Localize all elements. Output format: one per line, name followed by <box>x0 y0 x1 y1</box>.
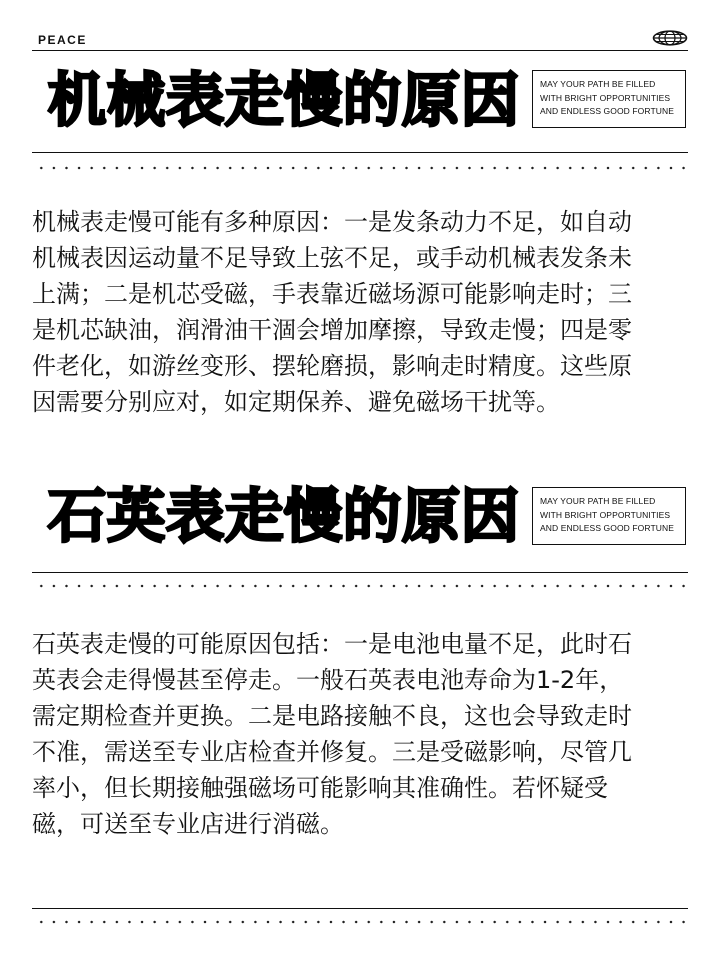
section-divider <box>32 152 688 153</box>
body-line: 因需要分别应对，如定期保养、避免磁场干扰等。 <box>32 388 560 416</box>
tagline-line: AND ENDLESS GOOD FORTUNE <box>540 523 675 533</box>
dotted-divider <box>32 920 688 924</box>
body-line: 率小，但长期接触强磁场可能影响其准确性。若怀疑受 <box>32 774 608 802</box>
section-divider <box>32 572 688 573</box>
tagline-line: WITH BRIGHT OPPORTUNITIES <box>540 509 671 520</box>
tagline-line: MAY YOUR PATH BE FILLED <box>540 79 656 89</box>
footer-rule <box>32 908 688 909</box>
body-line: 磁，可送至专业店进行消磁。 <box>32 810 344 838</box>
dotted-divider <box>32 584 688 588</box>
brand-name: PEACE <box>38 33 87 47</box>
body-line: 是机芯缺油，润滑油干涸会增加摩擦，导致走慢；四是零 <box>32 316 632 344</box>
section-title: 石英表走慢的原因 <box>48 482 521 550</box>
section-body <box>32 626 662 842</box>
tagline-line: MAY YOUR PATH BE FILLED <box>540 496 656 506</box>
header-bar <box>32 32 688 51</box>
section-body <box>32 204 662 420</box>
tagline-line: WITH BRIGHT OPPORTUNITIES <box>540 92 671 103</box>
globe-emblem-icon <box>652 30 688 46</box>
tagline-line: AND ENDLESS GOOD FORTUNE <box>540 106 675 116</box>
body-line: 不准，需送至专业店检查并修复。三是受磁影响，尽管几 <box>32 738 632 766</box>
tagline-box <box>532 70 686 128</box>
section-title: 机械表走慢的原因 <box>48 66 521 134</box>
dotted-divider <box>32 166 688 170</box>
body-line: 需定期检查并更换。二是电路接触不良，这也会导致走时 <box>32 702 632 730</box>
body-line: 机械表走慢可能有多种原因：一是发条动力不足，如自动 <box>32 208 632 236</box>
body-line: 英表会走得慢甚至停走。一般石英表电池寿命为1-2年， <box>32 666 624 694</box>
body-line: 机械表因运动量不足导致上弦不足，或手动机械表发条未 <box>32 244 632 272</box>
body-line: 石英表走慢的可能原因包括：一是电池电量不足，此时石 <box>32 630 632 658</box>
body-line: 上满；二是机芯受磁，手表靠近磁场源可能影响走时；三 <box>32 280 632 308</box>
tagline-box <box>532 487 686 545</box>
body-line: 件老化，如游丝变形、摆轮磨损，影响走时精度。这些原 <box>32 352 632 380</box>
